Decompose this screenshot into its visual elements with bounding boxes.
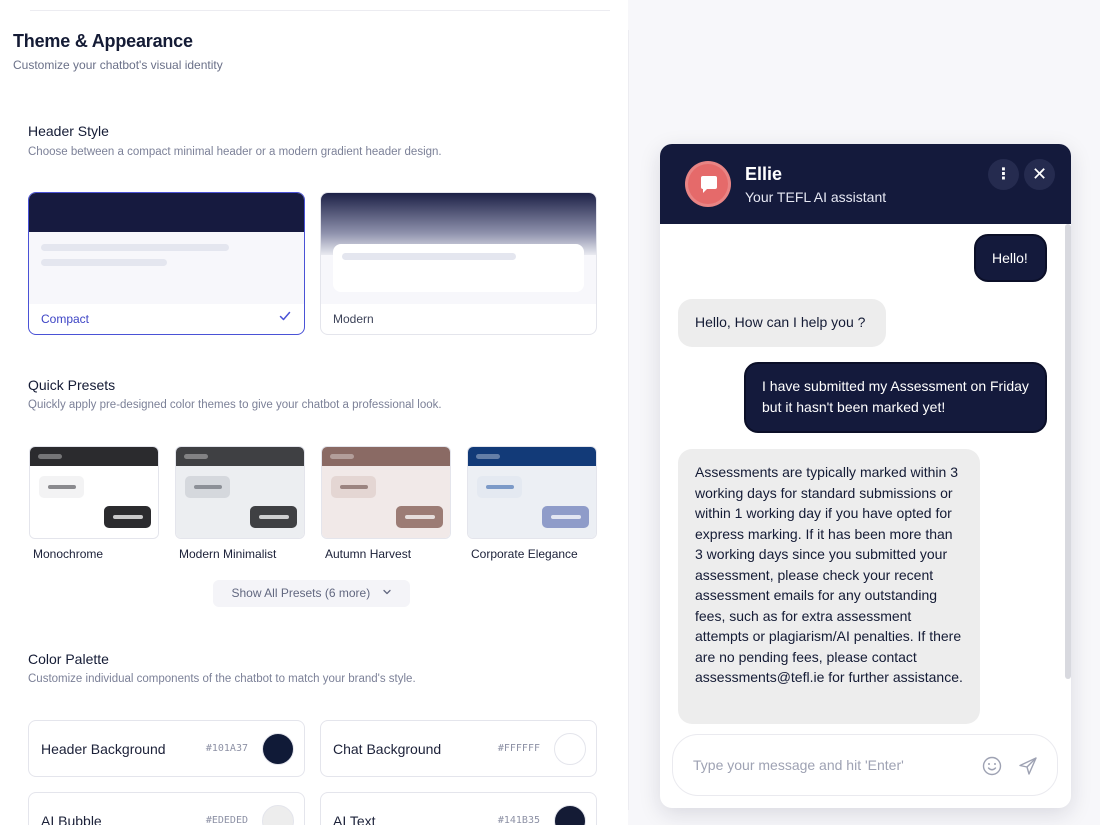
preset-user-bubble [396, 506, 443, 528]
compact-preview-header [29, 193, 304, 232]
modern-preview-panel [333, 244, 584, 292]
message-input[interactable] [693, 753, 963, 777]
scrollbar[interactable] [1065, 224, 1071, 679]
color-swatch[interactable] [262, 805, 294, 825]
preset-header [30, 447, 158, 466]
color-swatch[interactable] [554, 733, 586, 765]
preset-preview [175, 446, 305, 539]
color-hex: #101A37 [205, 743, 248, 754]
color-name: AI Text [333, 813, 376, 825]
preset-modern-minimalist[interactable] [175, 446, 305, 561]
color-hex: #FFFFFF [497, 743, 540, 754]
page-title: Theme & Appearance [13, 31, 193, 51]
header-style-compact-option[interactable] [28, 192, 305, 335]
modern-label: Modern [333, 312, 374, 326]
user-message: I have submitted my Assessment on Friday but it hasn't been marked yet! [744, 362, 1047, 433]
preset-preview [29, 446, 159, 539]
modern-preview [321, 193, 596, 304]
color-palette-description: Customize individual components of the chatbot to match your brand's style. [28, 673, 416, 685]
color-name: Chat Background [333, 741, 442, 757]
preset-ai-bubble [185, 476, 230, 498]
preset-name: Monochrome [33, 547, 104, 561]
preset-name: Autumn Harvest [325, 547, 412, 561]
color-swatch[interactable] [554, 805, 586, 825]
preset-ai-bubble [477, 476, 522, 498]
color-hex: #EDEDED [205, 815, 248, 825]
preset-corporate-elegance[interactable] [467, 446, 597, 561]
preset-monochrome[interactable] [29, 446, 159, 561]
color-name: AI Bubble [41, 813, 102, 825]
bot-name: Ellie [745, 164, 783, 184]
show-all-presets-button[interactable] [213, 580, 410, 607]
preset-body [322, 466, 450, 539]
header-style-modern-option[interactable] [320, 192, 597, 335]
preset-user-bubble [542, 506, 589, 528]
ai-message: Hello, How can I help you ? [678, 299, 886, 347]
color-swatch[interactable] [262, 733, 294, 765]
more-options-icon[interactable]: ⋮ [988, 159, 1019, 190]
preset-header [176, 447, 304, 466]
avatar [685, 161, 731, 207]
preset-body [30, 466, 158, 539]
preset-header [322, 447, 450, 466]
bot-subtitle: Your TEFL AI assistant [745, 189, 887, 205]
chat-bubble-icon [698, 174, 720, 196]
preset-ai-bubble [39, 476, 84, 498]
page-subtitle: Customize your chatbot's visual identity [13, 58, 223, 72]
color-header-background[interactable] [28, 720, 305, 777]
message-list [660, 224, 1071, 724]
quick-presets-description: Quickly apply pre-designed color themes to give your chatbot a professional look. [28, 399, 442, 411]
preview-line [41, 259, 167, 266]
ai-message: Assessments are typically marked within 3 working days for standard submissions or within 1 working day if you have opted for express marking. If it has been more than 3 working days since you submitted your assessment, please check your recent assessment emails for any outstanding fees, such as for extra assessment attempts or plagiarism/AI penalties. If there are no pending fees, please contact assessments@tefl.ie for further assistance. [678, 449, 980, 724]
preset-user-bubble [250, 506, 297, 528]
preset-name: Corporate Elegance [471, 547, 578, 561]
preset-body [468, 466, 596, 539]
preview-line [342, 253, 516, 260]
chat-widget [660, 144, 1071, 808]
color-chat-background[interactable] [320, 720, 597, 777]
message-input-container [672, 734, 1058, 796]
chat-header [660, 144, 1071, 224]
header-style-title: Header Style [28, 123, 109, 139]
color-hex: #141B35 [497, 815, 540, 825]
check-icon [279, 310, 291, 325]
compact-preview [29, 193, 304, 304]
color-ai-bubble[interactable] [28, 792, 305, 825]
header-style-description: Choose between a compact minimal header or a modern gradient header design. [28, 146, 442, 158]
preset-body [176, 466, 304, 539]
top-divider [30, 10, 610, 11]
show-all-presets-label: Show All Presets (6 more) [231, 586, 371, 600]
preview-line [41, 244, 229, 251]
preset-ai-bubble [331, 476, 376, 498]
preset-user-bubble [104, 506, 151, 528]
preset-preview [467, 446, 597, 539]
preset-header [468, 447, 596, 466]
vertical-divider [628, 30, 629, 810]
preset-preview [321, 446, 451, 539]
close-icon[interactable]: ✕ [1024, 159, 1055, 190]
color-ai-text[interactable] [320, 792, 597, 825]
compact-label: Compact [41, 312, 90, 326]
emoji-icon[interactable] [981, 755, 1003, 777]
preset-name: Modern Minimalist [179, 547, 277, 561]
color-palette-title: Color Palette [28, 651, 109, 667]
send-icon[interactable] [1017, 755, 1039, 777]
quick-presets-title: Quick Presets [28, 377, 116, 393]
color-name: Header Background [41, 741, 166, 757]
preset-autumn-harvest[interactable] [321, 446, 451, 561]
chevron-down-icon [382, 580, 392, 607]
user-message: Hello! [974, 234, 1047, 282]
